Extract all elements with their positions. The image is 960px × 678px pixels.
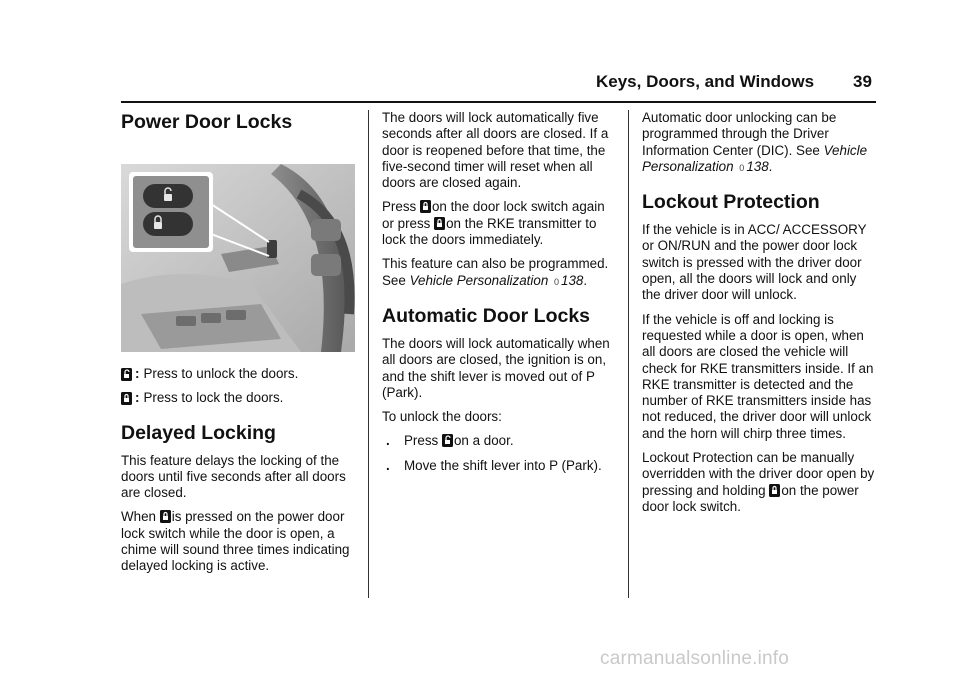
auto-unlock-paragraph: Automatic door unlocking can be programmed through the Driver Information Center (DIC). See Vehicle Personalization 0 138. xyxy=(642,110,868,174)
lockout-paragraph-1: If the vehicle is in ACC/ ACCESSORY or ON/RUN and the power door lock switch is pressed with the driver door open, all the doors will lock and only the driver door will unlock. xyxy=(642,222,867,303)
bullet-dot: . xyxy=(386,433,390,449)
delayed-paragraph-1: This feature delays the locking of the doors until five seconds after all doors are closed. xyxy=(121,452,346,501)
delayed-p2-start: When xyxy=(121,509,156,525)
unlock-icon xyxy=(121,368,132,381)
heading-power-door-locks: Power Door Locks xyxy=(121,111,293,133)
door-lock-switch-illustration xyxy=(121,164,355,352)
heading-automatic-door-locks: Automatic Door Locks xyxy=(382,304,591,327)
column-1 xyxy=(121,110,356,583)
heading-lockout-protection: Lockout Protection xyxy=(642,191,820,214)
lockout-p3-a: Lockout Protection can be manually overridden with the driver door open by pressing and holding xyxy=(642,450,875,498)
auto-unlock-a: Automatic door unlocking can be programmed through the Driver Information Center (DIC). See xyxy=(642,110,837,158)
press-lock-a: Press xyxy=(382,199,417,215)
auto-door-lock-paragraph: The doors will lock automatically when all doors are closed, the ignition is on, and the shift lever is moved out of P (Park). xyxy=(382,335,610,400)
bullet-dot: . xyxy=(386,457,390,473)
to-unlock-paragraph: To unlock the doors: xyxy=(382,409,502,425)
bullet-2: Move the shift lever into P (Park). xyxy=(404,457,602,473)
vehicle-personalization-link[interactable]: Vehicle Personalization xyxy=(409,272,549,288)
bullet-1-b: on a door. xyxy=(453,433,514,449)
press-lock-b: on the door lock switch again or press xyxy=(382,199,605,231)
vehicle-personalization-link[interactable]: Vehicle Personalization xyxy=(642,142,868,174)
legend-lock-text: Press to lock the doors. xyxy=(143,390,284,406)
legend-unlock-colon: : xyxy=(135,366,140,381)
programmed-a: This feature can also be programmed. See xyxy=(382,256,609,288)
running-header-title: Keys, Doors, and Windows xyxy=(596,72,815,91)
lockout-paragraph-2: If the vehicle is off and locking is requested while a door is open, when all doors are closed the vehicle will check for RKE transmitters inside. If an RKE transmitter is detected and the number of RKE transmitters inside has not reduced, the driver door will unlock and the horn will chirp three times. xyxy=(642,311,874,441)
lockout-p3-b: on the power door lock switch. xyxy=(642,482,859,514)
heading-delayed-locking: Delayed Locking xyxy=(121,421,276,444)
delayed-paragraph-2 xyxy=(121,509,356,574)
legend-unlock-text: Press to unlock the doors. xyxy=(143,366,299,381)
auto-lock-paragraph: The doors will lock automatically five seconds after all doors are closed. If a door is reopened before that time, the five-second timer will reset when all doors are closed again. xyxy=(382,110,609,191)
lock-icon xyxy=(160,510,171,523)
bullet-1-a: Press xyxy=(404,433,439,449)
legend-lock xyxy=(121,390,356,406)
column-divider-2 xyxy=(628,110,629,598)
press-lock-paragraph xyxy=(382,199,614,248)
legend-lock-colon: : xyxy=(135,390,140,406)
lockout-paragraph-3 xyxy=(642,450,878,515)
press-lock-c: on the RKE transmitter to lock the doors immediately. xyxy=(382,215,597,248)
page-ref-number[interactable]: 138 xyxy=(561,272,584,288)
column-3 xyxy=(642,110,878,523)
unlock-icon xyxy=(442,434,453,447)
delayed-p2-end: is pressed on the power door lock switch while the door is open, a chime will sound three times indicating delayed locking is active. xyxy=(121,509,350,574)
programmed-paragraph: This feature can also be programmed. See Vehicle Personalization 0 138. xyxy=(382,256,609,288)
lock-icon xyxy=(420,200,431,213)
header-rule xyxy=(121,101,876,103)
list-item xyxy=(382,458,614,474)
column-2 xyxy=(382,110,614,482)
page-number: 39 xyxy=(853,72,872,91)
page-ref-arrow: 0 xyxy=(554,276,560,287)
page-ref-arrow: 0 xyxy=(739,162,745,173)
lock-icon xyxy=(121,392,132,405)
column-divider-1 xyxy=(368,110,369,598)
lock-icon xyxy=(769,484,780,497)
lock-icon xyxy=(434,217,445,230)
page-ref-number[interactable]: 138 xyxy=(746,158,769,174)
legend-unlock xyxy=(121,366,356,382)
list-item xyxy=(382,433,614,449)
watermark: carmanualsonline.info xyxy=(600,648,790,669)
